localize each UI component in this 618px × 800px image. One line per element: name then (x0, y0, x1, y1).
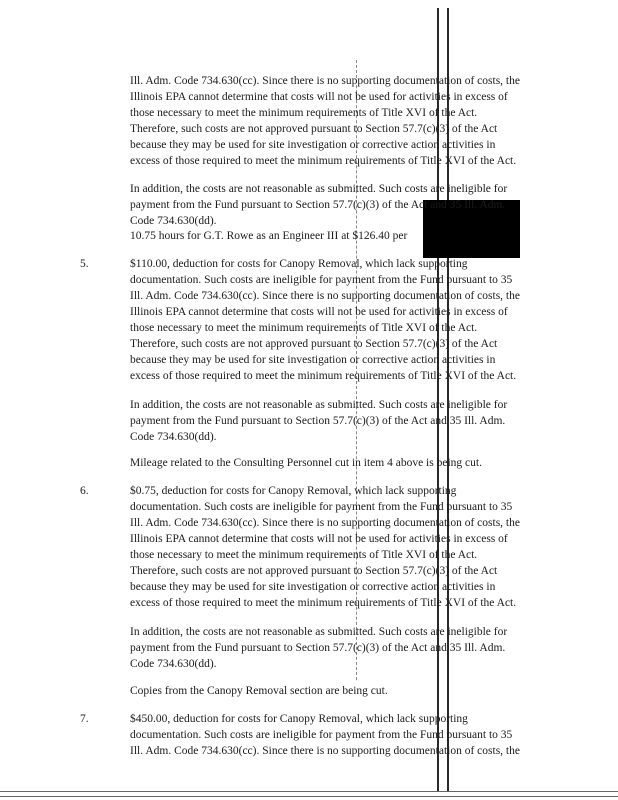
text-line: In addition, the costs are not reasonable as submitted. Such costs are ineligible for (130, 183, 508, 195)
item-number: 6. (80, 485, 89, 497)
item-number: 7. (80, 713, 89, 725)
text-line: Ill. Adm. Code 734.630(cc). Since there is no supporting documentation of costs, the (130, 517, 520, 529)
bottom-rule-1 (0, 791, 618, 792)
text-line: Copies from the Canopy Removal section are being cut. (130, 685, 388, 697)
text-line: because they may be used for site investigation or corrective action activities in (130, 354, 496, 366)
text-line: Ill. Adm. Code 734.630(cc). Since there is no supporting documentation of costs, the (130, 290, 520, 302)
text-line: $450.00, deduction for costs for Canopy Removal, which lack supporting (130, 713, 468, 725)
text-line: Code 734.630(dd). (130, 431, 217, 443)
text-line: Ill. Adm. Code 734.630(cc). Since there is no supporting documentation of costs, the (130, 745, 520, 757)
text-line: Illinois EPA cannot determine that costs will not be used for activities in excess of (130, 306, 508, 318)
text-line: Therefore, such costs are not approved pursuant to Section 57.7(c)(3) of the Act (130, 123, 498, 135)
text-line: because they may be used for site investigation or corrective action activities in (130, 581, 496, 593)
text-line: Code 734.630(dd). (130, 215, 217, 227)
text-line: payment from the Fund pursuant to Section 57.7(c)(3) of the Act and 35 Ill. Adm. (130, 642, 506, 654)
text-line: because they may be used for site investigation or corrective action activities in (130, 139, 496, 151)
text-line: excess of those required to meet the minimum requirements of Title XVI of the Act. (130, 155, 517, 167)
text-line: 10.75 hours for G.T. Rowe as an Engineer III at $126.40 per (130, 230, 408, 242)
text-line: $0.75, deduction for costs for Canopy Removal, which lack supporting (130, 485, 457, 497)
text-line: excess of those required to meet the minimum requirements of Title XVI of the Act. (130, 597, 517, 609)
text-line: Illinois EPA cannot determine that costs will not be used for activities in excess of (130, 533, 508, 545)
text-line: payment from the Fund pursuant to Section 57.7(c)(3) of the Act and 35 Ill. Adm. (130, 199, 506, 211)
text-line: payment from the Fund pursuant to Section 57.7(c)(3) of the Act and 35 Ill. Adm. (130, 415, 506, 427)
text-line: those necessary to meet the minimum requirements of Title XVI of the Act. (130, 107, 478, 119)
bottom-rule-2 (0, 796, 618, 797)
text-line: In addition, the costs are not reasonable as submitted. Such costs are ineligible for (130, 399, 508, 411)
text-line: documentation. Such costs are ineligible for payment from the Fund pursuant to 35 (130, 729, 513, 741)
text-line: Therefore, such costs are not approved pursuant to Section 57.7(c)(3) of the Act (130, 338, 498, 350)
text-line: Ill. Adm. Code 734.630(cc). Since there is no supporting documentation of costs, the (130, 75, 520, 87)
item-number: 5. (80, 258, 89, 270)
text-line: documentation. Such costs are ineligible for payment from the Fund pursuant to 35 (130, 274, 513, 286)
text-line: Code 734.630(dd). (130, 658, 217, 670)
text-line: Therefore, such costs are not approved pursuant to Section 57.7(c)(3) of the Act (130, 565, 498, 577)
text-line: documentation. Such costs are ineligible for payment from the Fund pursuant to 35 (130, 501, 513, 513)
text-line: Mileage related to the Consulting Personnel cut in item 4 above is being cut. (130, 457, 482, 469)
text-line: In addition, the costs are not reasonable as submitted. Such costs are ineligible for (130, 626, 508, 638)
text-line: $110.00, deduction for costs for Canopy Removal, which lack supporting (130, 258, 468, 270)
text-line: excess of those required to meet the minimum requirements of Title XVI of the Act. (130, 370, 517, 382)
text-line: those necessary to meet the minimum requirements of Title XVI of the Act. (130, 322, 478, 334)
text-line: those necessary to meet the minimum requirements of Title XVI of the Act. (130, 549, 478, 561)
text-line: Illinois EPA cannot determine that costs will not be used for activities in excess of (130, 91, 508, 103)
